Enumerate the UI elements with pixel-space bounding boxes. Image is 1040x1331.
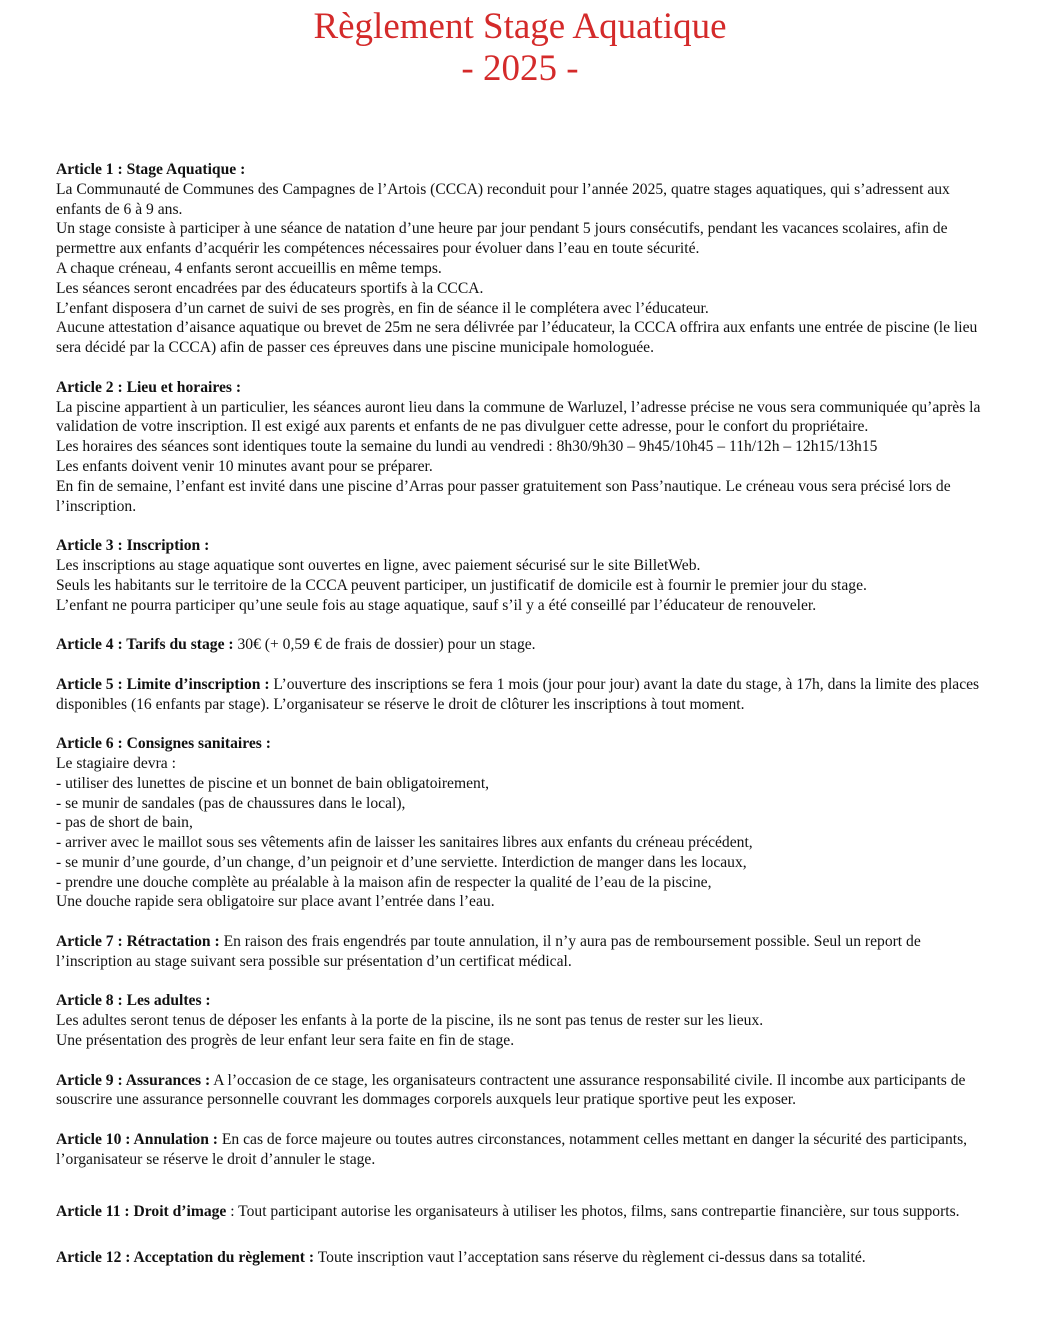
article-10 bbox=[56, 1130, 986, 1170]
list-item: - prendre une douche complète au préalable à la maison afin de respecter la qualité de l’eau de la piscine, bbox=[56, 873, 712, 891]
list-item: - utiliser des lunettes de piscine et un bonnet de bain obligatoirement, bbox=[56, 774, 490, 792]
article-paragraph: L’enfant disposera d’un carnet de suivi de ses progrès, en fin de séance il le complétera avec l’éducateur. bbox=[56, 299, 709, 317]
article-paragraph: Les enfants doivent venir 10 minutes avant pour se préparer. bbox=[56, 457, 433, 475]
article-5 bbox=[56, 675, 986, 715]
article-11 bbox=[56, 1202, 986, 1222]
article-heading: Article 2 : Lieu et horaires : bbox=[56, 378, 242, 396]
article-paragraph: Le stagiaire devra : bbox=[56, 754, 176, 772]
article-paragraph: Les horaires des séances sont identiques toute la semaine du lundi au vendredi : 8h30/9h30 – 9h45/10h45 – 11h/12h – 12h15/13h15 bbox=[56, 438, 878, 456]
article-heading: Article 10 : Annulation : bbox=[56, 1131, 218, 1149]
article-heading: Article 12 : Acceptation du règlement : bbox=[56, 1249, 315, 1267]
article-heading: Article 6 : Consignes sanitaires : bbox=[56, 735, 271, 753]
article-1 bbox=[56, 160, 986, 358]
article-paragraph: Une douche rapide sera obligatoire sur place avant l’entrée dans l’eau. bbox=[56, 893, 495, 911]
article-7 bbox=[56, 932, 986, 972]
article-heading: Article 7 : Rétractation : bbox=[56, 933, 220, 951]
article-12 bbox=[56, 1248, 986, 1268]
article-heading: Article 5 : Limite d’inscription : bbox=[56, 675, 270, 693]
article-paragraph: Aucune attestation d’aisance aquatique ou brevet de 25m ne sera délivrée par l’éducateur, la CCCA offrira aux enfants une entrée de piscine (le lieu sera décidé par la CCCA) afin de passer ces épreuves dans une piscine municipale homologuée. bbox=[56, 319, 978, 357]
article-6 bbox=[56, 734, 986, 912]
article-text: En cas de force majeure ou toutes autres circonstances, notamment celles mettant en danger la sécurité des participants, l’organisateur se réserve le droit d’annuler le stage. bbox=[56, 1131, 968, 1168]
article-2 bbox=[56, 378, 986, 517]
article-text: Toute inscription vaut l’acceptation sans réserve du règlement ci-dessus dans sa totalité. bbox=[314, 1249, 866, 1267]
article-paragraph: En fin de semaine, l’enfant est invité dans une piscine d’Arras pour passer gratuitement son Pass’nautique. Le créneau vous sera précisé lors de l’inscription. bbox=[56, 477, 951, 515]
list-item: - arriver avec le maillot sous ses vêtements afin de laisser les sanitaires libres aux enfants du créneau précédent, bbox=[56, 834, 753, 852]
list-item: - pas de short de bain, bbox=[56, 814, 193, 832]
article-heading: Article 1 : Stage Aquatique : bbox=[56, 161, 246, 178]
article-paragraph: Une présentation des progrès de leur enfant leur sera faite en fin de stage. bbox=[56, 1032, 515, 1050]
article-paragraph: La piscine appartient à un particulier, les séances auront lieu dans la commune de Warluzel, l’adresse précise ne vous sera communiquée qu’après la validation de votre inscription. Il est exigé aux parents et enfants de ne pas divulguer cette adresse, pour le confort du propriétaire. bbox=[56, 398, 981, 436]
article-4 bbox=[56, 635, 986, 655]
article-heading: Article 11 : Droit d’image bbox=[56, 1202, 227, 1220]
list-item: - se munir d’une gourde, d’un change, d’un peignoir et d’une serviette. Interdiction de manger dans les locaux, bbox=[56, 853, 747, 871]
article-paragraph: Seuls les habitants sur le territoire de la CCCA peuvent participer, un justificatif de domicile est à fournir le premier jour du stage. bbox=[56, 576, 867, 594]
article-paragraph: L’enfant ne pourra participer qu’une seule fois au stage aquatique, sauf s’il y a été conseillé par l’éducateur de renouveler. bbox=[56, 596, 817, 614]
article-text: En raison des frais engendrés par toute annulation, il n’y aura pas de remboursement possible. Seul un report de l’inscription au stage suivant sera possible sur présentation d’un certificat médical. bbox=[56, 933, 921, 970]
article-heading: Article 8 : Les adultes : bbox=[56, 992, 211, 1010]
article-heading: Article 3 : Inscription : bbox=[56, 537, 210, 555]
article-3 bbox=[56, 536, 986, 615]
article-paragraph: Les séances seront encadrées par des éducateurs sportifs à la CCCA. bbox=[56, 279, 484, 297]
list-item: - se munir de sandales (pas de chaussures dans le local), bbox=[56, 794, 406, 812]
title-line-1: Règlement Stage Aquatique bbox=[313, 6, 727, 47]
article-paragraph: Un stage consiste à participer à une séance de natation d’une heure par jour pendant 5 jours consécutifs, pendant les vacances scolaires, afin de permettre aux enfants d’acquérir les compétences nécessaires pour évoluer dans l’eau en toute sécurité. bbox=[56, 220, 948, 258]
document-title bbox=[0, 6, 1040, 90]
article-paragraph: Les adultes seront tenus de déposer les enfants à la porte de la piscine, ils ne sont pas tenus de rester sur les lieux. bbox=[56, 1012, 764, 1030]
document-body bbox=[56, 160, 986, 1288]
article-9 bbox=[56, 1071, 986, 1111]
article-heading: Article 4 : Tarifs du stage : bbox=[56, 636, 234, 654]
article-text: A l’occasion de ce stage, les organisateurs contractent une assurance responsabilité civile. Il incombe aux participants de souscrire une assurance personnelle couvrant les dommages corporels auxquels leur pratique sportive peut les exposer. bbox=[56, 1071, 966, 1109]
article-text: L’ouverture des inscriptions se fera 1 mois (jour pour jour) avant la date du stage, à 17h, dans la limite des places disponibles (16 enfants par stage). L’organisateur se réserve le droit de clôturer les inscriptions à tout moment. bbox=[56, 675, 980, 713]
article-paragraph: A chaque créneau, 4 enfants seront accueillis en même temps. bbox=[56, 259, 442, 277]
article-text: 30€ (+ 0,59 € de frais de dossier) pour un stage. bbox=[233, 636, 536, 654]
article-heading: Article 9 : Assurances : bbox=[56, 1071, 211, 1089]
article-paragraph: La Communauté de Communes des Campagnes de l’Artois (CCCA) reconduit pour l’année 2025, quatre stages aquatiques, qui s’adressent aux enfants de 6 à 9 ans. bbox=[56, 180, 950, 218]
article-text: : Tout participant autorise les organisateurs à utiliser les photos, films, sans contrepartie financière, sur tous supports. bbox=[226, 1202, 960, 1220]
article-paragraph: Les inscriptions au stage aquatique sont ouvertes en ligne, avec paiement sécurisé sur le site BilletWeb. bbox=[56, 556, 701, 574]
title-line-2: - 2025 - bbox=[461, 48, 579, 89]
article-8 bbox=[56, 991, 986, 1050]
